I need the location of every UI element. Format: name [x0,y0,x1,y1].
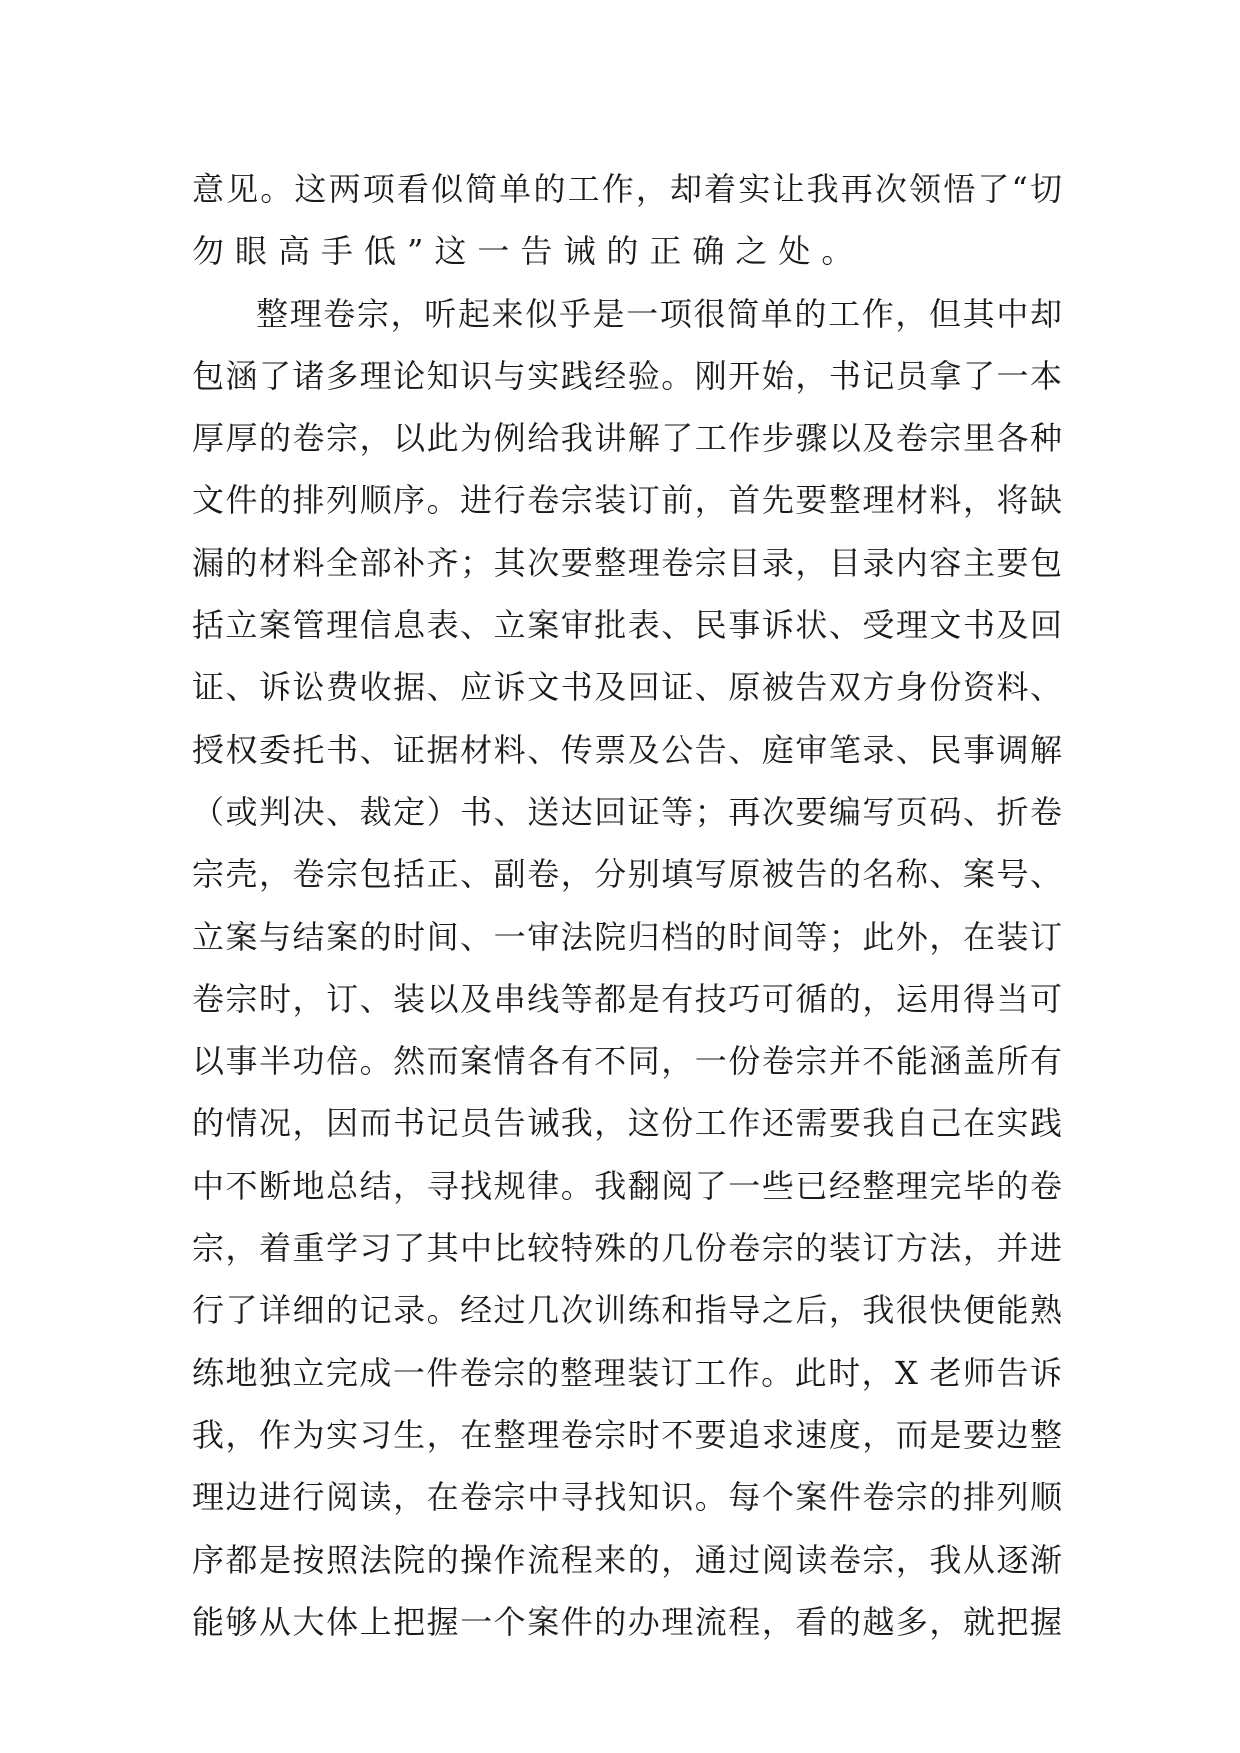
body-text [192,158,1062,1653]
text-line: （或判决、裁定）书、送达回证等；再次要编写页码、折卷 [192,792,1062,831]
text-line: 整理卷宗，听起来似乎是一项很简单的工作，但其中却 [256,294,1062,333]
text-line: 漏的材料全部补齐；其次要整理卷宗目录，目录内容主要包 [192,543,1062,582]
text-line: 行了详细的记录。经过几次训练和指导之后，我很快便能熟 [192,1291,1062,1330]
text-line: 意见。这两项看似简单的工作，却着实让我再次领悟了“切 [192,170,1062,208]
text-line: 授权委托书、证据材料、传票及公告、庭审笔录、民事调解 [192,730,1062,769]
text-line: 能够从大体上把握一个案件的办理流程，看的越多，就把握 [192,1602,1062,1641]
paragraph-1 [192,158,1062,283]
text-line: 序都是按照法院的操作流程来的，通过阅读卷宗，我从逐渐 [192,1540,1062,1579]
text-line: 证、诉讼费收据、应诉文书及回证、原被告双方身份资料、 [192,668,1062,707]
text-line: 理边进行阅读，在卷宗中寻找知识。每个案件卷宗的排列顺 [192,1478,1062,1517]
text-line: 文件的排列顺序。进行卷宗装订前，首先要整理材料，将缺 [192,481,1062,520]
text-line: 括立案管理信息表、立案审批表、民事诉状、受理文书及回 [192,606,1062,645]
text-line: 卷宗时，订、装以及串线等都是有技巧可循的，运用得当可 [192,979,1062,1018]
text-line: 宗，着重学习了其中比较特殊的几份卷宗的装订方法，并进 [192,1229,1062,1268]
text-line: 练地独立完成一件卷宗的整理装订工作。此时，X 老师告诉 [192,1353,1062,1392]
text-line: 中不断地总结，寻找规律。我翻阅了一些已经整理完毕的卷 [192,1166,1062,1205]
text-line: 立案与结案的时间、一审法院归档的时间等；此外，在装订 [192,917,1062,956]
text-line: 以事半功倍。然而案情各有不同，一份卷宗并不能涵盖所有 [192,1042,1062,1081]
text-line: 包涵了诸多理论知识与实践经验。刚开始，书记员拿了一本 [192,356,1062,395]
text-line: 的情况，因而书记员告诫我，这份工作还需要我自己在实践 [192,1104,1062,1143]
text-line: 宗壳，卷宗包括正、副卷，分别填写原被告的名称、案号、 [192,855,1062,894]
text-line: 厚厚的卷宗，以此为例给我讲解了工作步骤以及卷宗里各种 [192,419,1062,458]
paragraph-2 [192,283,1062,1654]
text-line: 我，作为实习生，在整理卷宗时不要追求速度，而是要边整 [192,1415,1062,1454]
text-line: 勿眼高手低”这一告诫的正确之处。 [192,232,865,271]
